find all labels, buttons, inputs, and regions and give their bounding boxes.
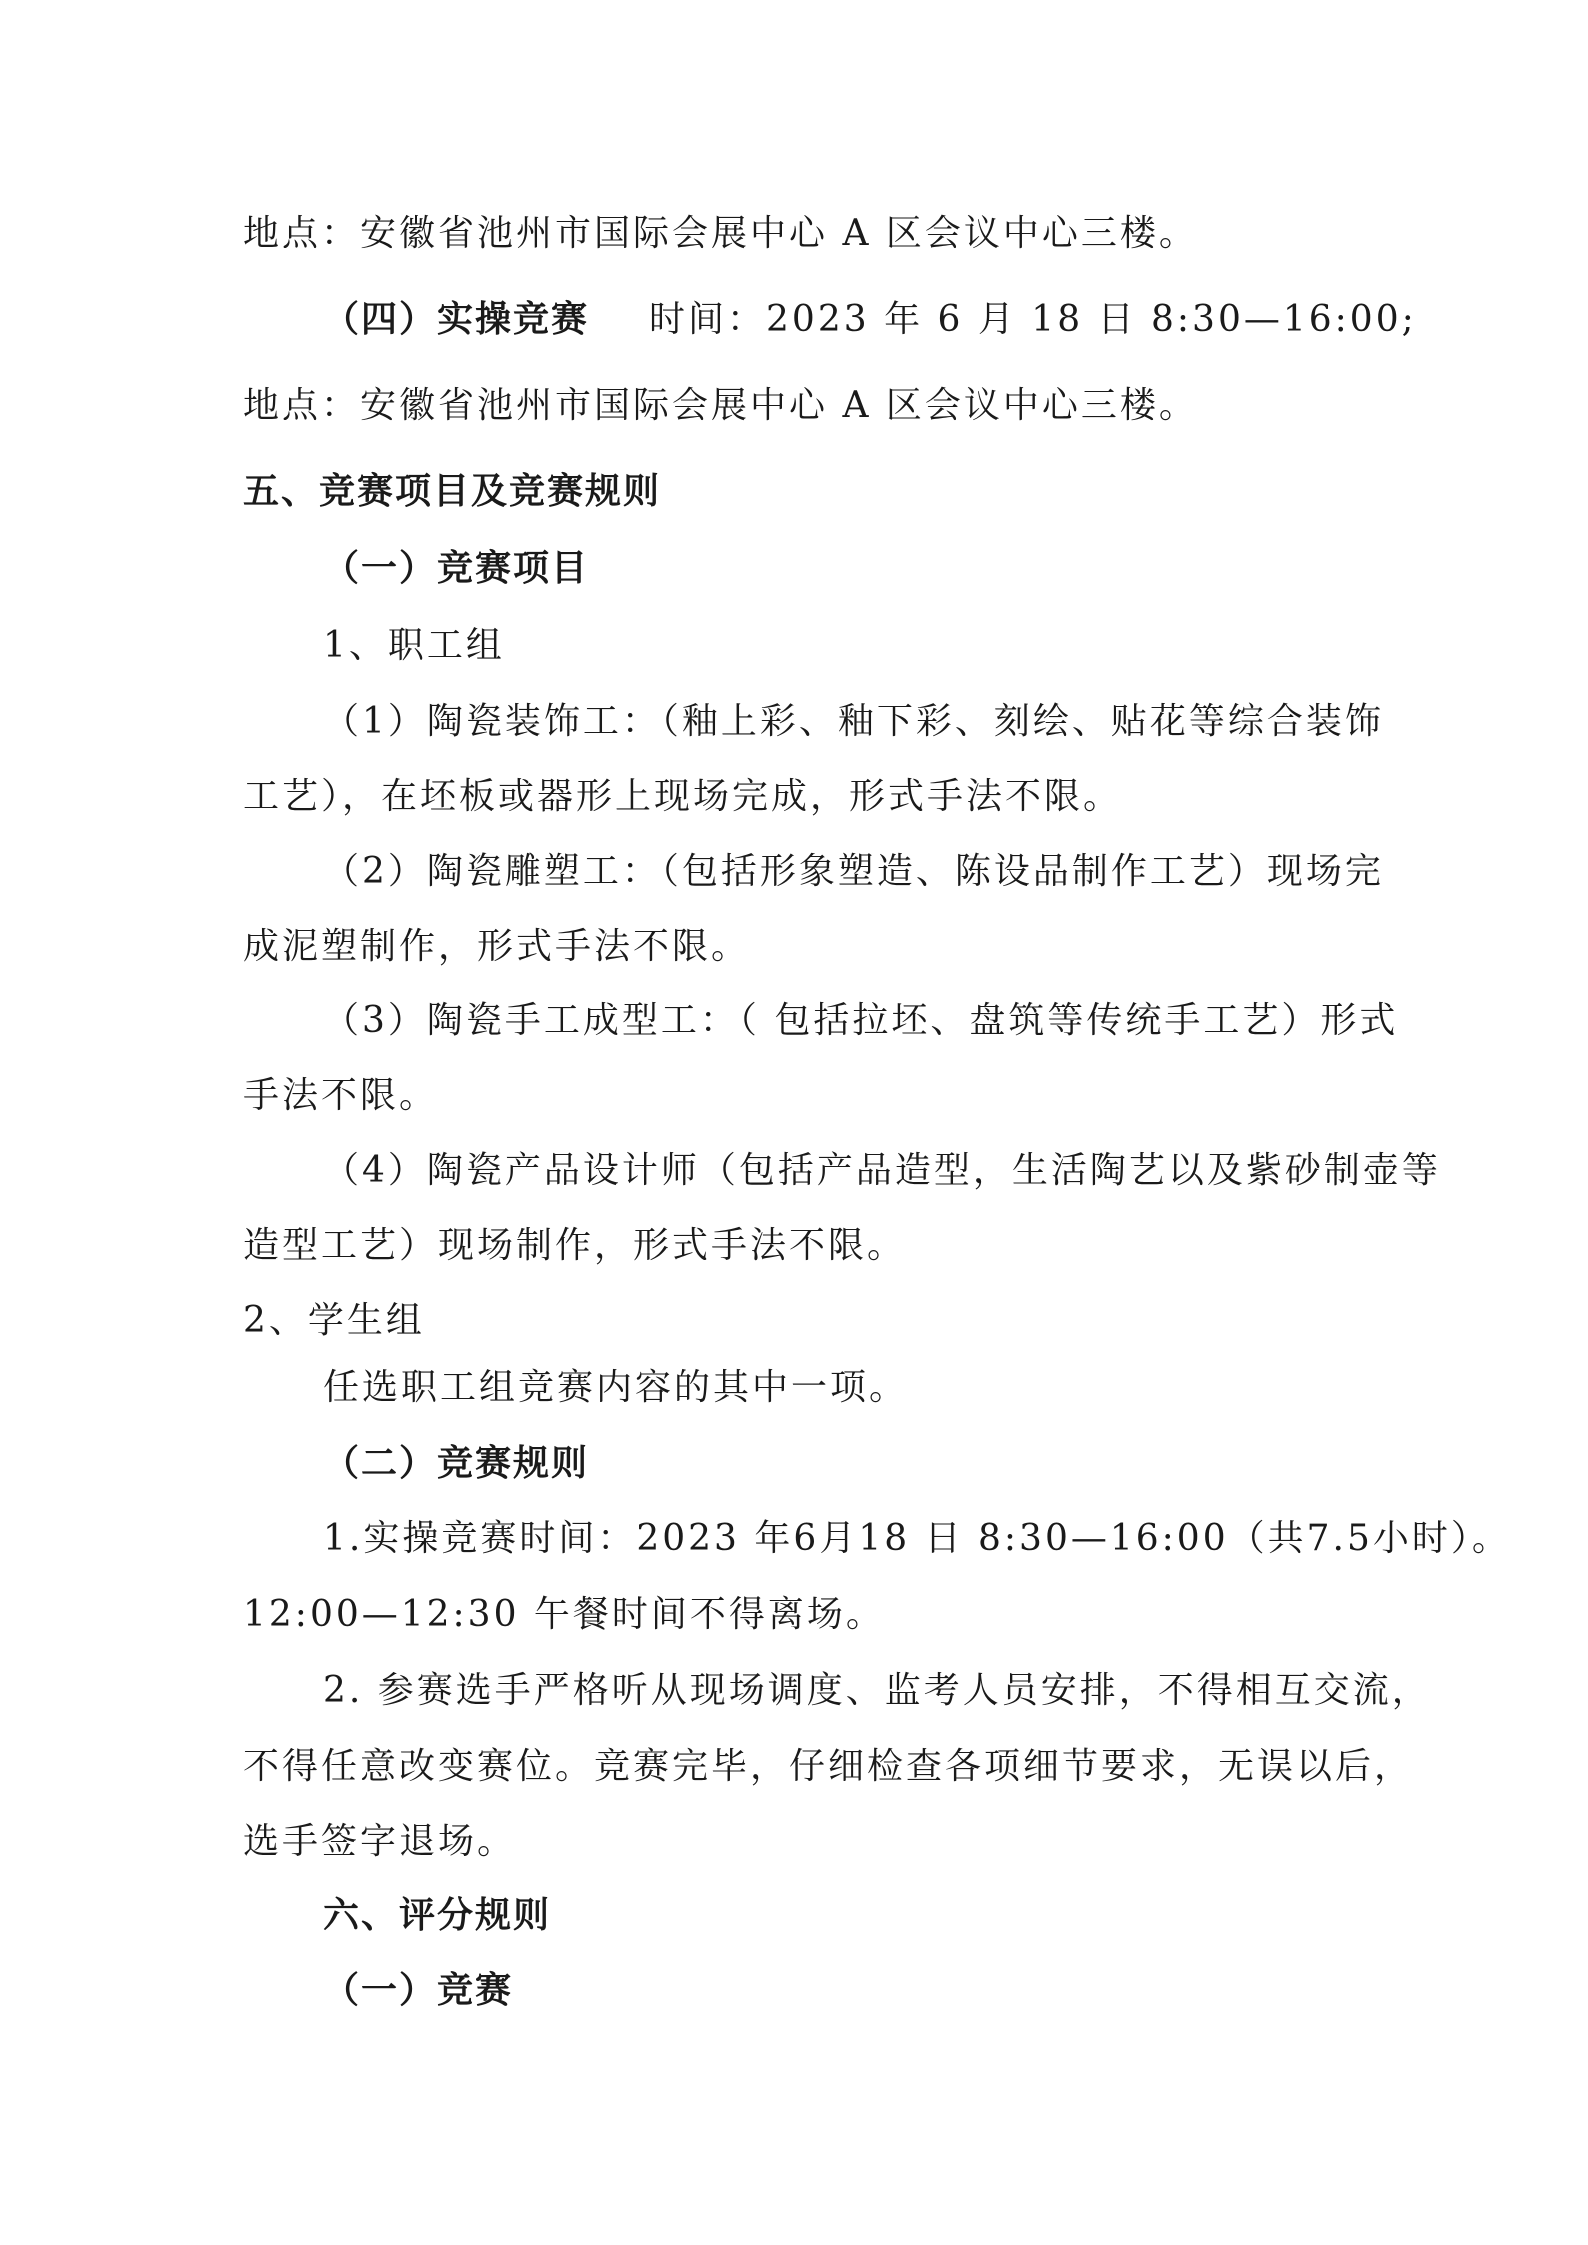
practical-exam-row xyxy=(323,298,1417,342)
venue-line-1: 地点：安徽省池州市国际会展中心 A 区会议中心三楼。 xyxy=(243,213,1198,254)
section-6-heading: 六、评分规则 xyxy=(323,1895,552,1936)
subsection-6-1-heading: （一）竞赛 xyxy=(323,1970,514,2011)
section-5-heading: 五、竞赛项目及竞赛规则 xyxy=(243,471,662,512)
student-group-text: 任选职工组竞赛内容的其中一项。 xyxy=(323,1367,909,1408)
rule-2-line-1: 2. 参赛选手严格听从现场调度、监考人员安排，不得相互交流， xyxy=(323,1670,1431,1711)
practical-exam-time: 时间：2023 年 6 月 18 日 8:30—16:00; xyxy=(649,299,1417,340)
item-1-line-1: （1）陶瓷装饰工：（釉上彩、釉下彩、刻绘、贴花等综合装饰 xyxy=(323,701,1384,742)
item-4-line-1: （4）陶瓷产品设计师（包括产品造型，生活陶艺以及紫砂制壶等 xyxy=(323,1150,1441,1191)
item-2-line-1: （2）陶瓷雕塑工：（包括形象塑造、陈设品制作工艺）现场完 xyxy=(323,851,1384,892)
item-2-line-2: 成泥塑制作，形式手法不限。 xyxy=(243,926,751,967)
rule-1-line-1: 1.实操竞赛时间：2023 年6月18 日 8:30—16:00（共7.5小时）。 xyxy=(323,1518,1511,1559)
item-4-line-2: 造型工艺）现场制作，形式手法不限。 xyxy=(243,1225,907,1266)
subsection-competition-rules-heading: （二）竞赛规则 xyxy=(323,1443,590,1484)
rule-2-line-2: 不得任意改变赛位。竞赛完毕，仔细检查各项细节要求，无误以后， xyxy=(243,1746,1414,1787)
rule-2-line-3: 选手签字退场。 xyxy=(243,1821,517,1862)
subsection-competition-items-heading: （一）竞赛项目 xyxy=(323,548,590,589)
venue-line-2: 地点：安徽省池州市国际会展中心 A 区会议中心三楼。 xyxy=(243,385,1198,426)
practical-exam-heading: （四）实操竞赛 xyxy=(323,299,590,340)
rule-1-line-2: 12:00—12:30 午餐时间不得离场。 xyxy=(243,1594,885,1635)
group-staff-label: 1、职工组 xyxy=(323,625,505,666)
item-3-line-1: （3）陶瓷手工成型工：（ 包括拉坯、盘筑等传统手工艺）形式 xyxy=(323,1000,1399,1041)
group-student-label: 2、学生组 xyxy=(243,1300,425,1341)
item-1-line-2: 工艺），在坯板或器形上现场完成，形式手法不限。 xyxy=(243,776,1123,817)
item-3-line-2: 手法不限。 xyxy=(243,1075,439,1116)
